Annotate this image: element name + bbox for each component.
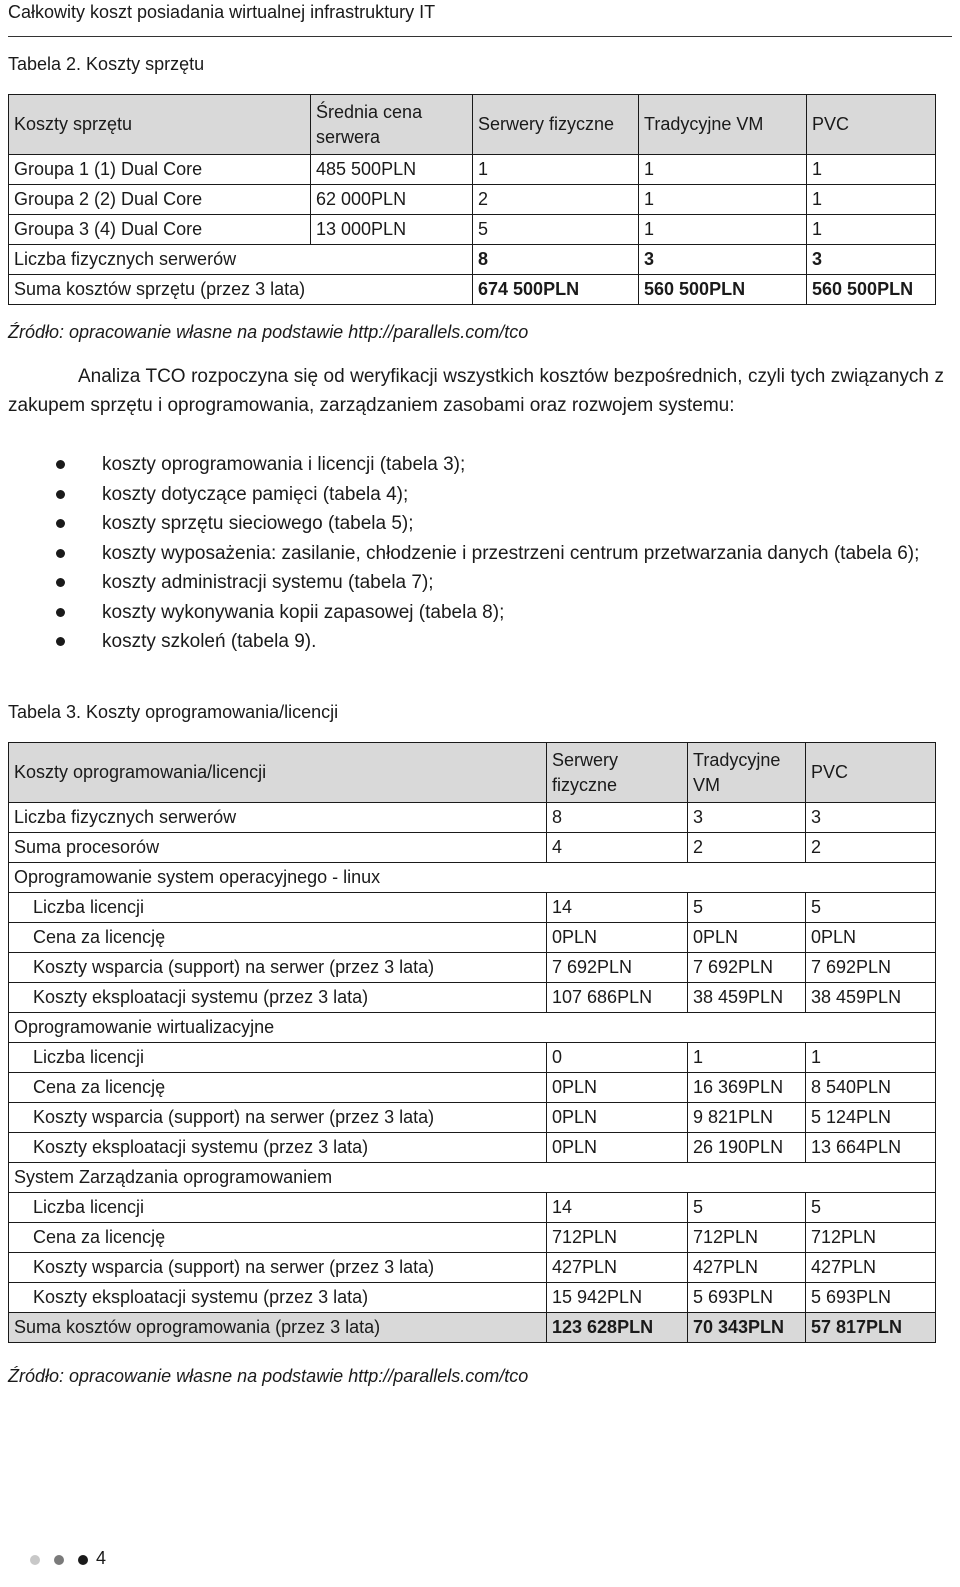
table-cell: 1 — [639, 215, 807, 245]
list-item — [8, 627, 944, 657]
header-cell: Średnia cena serwera — [311, 95, 473, 155]
section-row — [9, 863, 936, 893]
table-cell: 5 124PLN — [806, 1103, 936, 1133]
table-row — [9, 275, 936, 305]
page-header — [8, 0, 952, 37]
body-paragraph: Analiza TCO rozpoczyna się od weryfikacji wszystkich kosztów bezpośrednich, czyli tych związanych z zakupem sprzętu i oprogramowania, zarządzaniem zasobami oraz rozwojem systemu: — [8, 366, 944, 416]
table-cell: Liczba licencji — [9, 893, 547, 923]
table-cell: 7 692PLN — [806, 953, 936, 983]
list-item — [8, 539, 944, 569]
list-item-text: koszty oprogramowania i licencji (tabela 3); — [102, 454, 466, 475]
table-cell: 13 664PLN — [806, 1133, 936, 1163]
table-cell: Liczba licencji — [9, 1043, 547, 1073]
table-cell: 0PLN — [547, 1133, 688, 1163]
table-cell: 712PLN — [688, 1223, 806, 1253]
list-item — [8, 598, 944, 628]
table-cell: Koszty eksploatacji systemu (przez 3 lata) — [9, 1283, 547, 1313]
table-row — [9, 923, 936, 953]
bullet-icon — [56, 490, 65, 499]
table-cell: 107 686PLN — [547, 983, 688, 1013]
table-cell: 1 — [807, 185, 936, 215]
header-cell: Koszty oprogramowania/licencji — [9, 743, 547, 803]
table-row — [9, 155, 936, 185]
header-cell: PVC — [806, 743, 936, 803]
table-cell: 38 459PLN — [688, 983, 806, 1013]
table-cell: Groupa 3 (4) Dual Core — [9, 215, 311, 245]
table-cell: 485 500PLN — [311, 155, 473, 185]
bullet-icon — [56, 519, 65, 528]
table-cell: 5 693PLN — [806, 1283, 936, 1313]
table-header-row — [9, 95, 936, 155]
table-cell: 9 821PLN — [688, 1103, 806, 1133]
table-cell: 3 — [639, 245, 807, 275]
table-cell: 3 — [806, 803, 936, 833]
table-cell: 1 — [473, 155, 639, 185]
table-cell: 0PLN — [547, 1073, 688, 1103]
table2-source: Źródło: opracowanie własne na podstawie http://parallels.com/tco — [8, 322, 529, 342]
table-cell: Suma procesorów — [9, 833, 547, 863]
table-cell: Liczba fizycznych serwerów — [9, 803, 547, 833]
table-cell: 0PLN — [547, 1103, 688, 1133]
table-cell: 5 — [806, 893, 936, 923]
table-cell: 0 — [547, 1043, 688, 1073]
header-cell: Tradycyjne VM — [688, 743, 806, 803]
table-row — [9, 833, 936, 863]
footer-dot-icon — [78, 1555, 88, 1565]
table-row — [9, 1193, 936, 1223]
table-cell: 712PLN — [806, 1223, 936, 1253]
header-cell: Serwery fizyczne — [473, 95, 639, 155]
page-header-title: Całkowity koszt posiadania wirtualnej infrastruktury IT — [8, 2, 436, 22]
bullet-icon — [56, 608, 65, 617]
table-cell: 2 — [806, 833, 936, 863]
table-row — [9, 803, 936, 833]
table-cell: 1 — [806, 1043, 936, 1073]
table-row — [9, 983, 936, 1013]
table3-caption: Tabela 3. Koszty oprogramowania/licencji — [8, 702, 339, 722]
table-row — [9, 1043, 936, 1073]
table-header-row — [9, 743, 936, 803]
table-cell: 427PLN — [547, 1253, 688, 1283]
table-cell: Cena za licencję — [9, 1223, 547, 1253]
table-cell: 5 — [473, 215, 639, 245]
table-cell: 712PLN — [547, 1223, 688, 1253]
table-cell: Cena za licencję — [9, 1073, 547, 1103]
table-cell: 4 — [547, 833, 688, 863]
table-cell: 15 942PLN — [547, 1283, 688, 1313]
list-item-text: koszty dotyczące pamięci (tabela 4); — [102, 483, 409, 505]
table-cell: Cena za licencję — [9, 923, 547, 953]
table-cell: 26 190PLN — [688, 1133, 806, 1163]
table-cell: Liczba fizycznych serwerów — [9, 245, 473, 275]
table-row — [9, 1253, 936, 1283]
section-title: System Zarządzania oprogramowaniem — [9, 1163, 936, 1193]
table-cell: 2 — [473, 185, 639, 215]
table-row — [9, 953, 936, 983]
table-cell: 13 000PLN — [311, 215, 473, 245]
table-cell: 8 — [547, 803, 688, 833]
table-cell: 62 000PLN — [311, 185, 473, 215]
table-row — [9, 893, 936, 923]
table-row — [9, 215, 936, 245]
table-row — [9, 1073, 936, 1103]
hardware-costs-table — [8, 94, 936, 305]
table-cell: 7 692PLN — [688, 953, 806, 983]
footer-dot-icon — [54, 1555, 64, 1565]
table-cell: 674 500PLN — [473, 275, 639, 305]
body-paragraph-block — [8, 362, 944, 420]
table-cell: 1 — [807, 155, 936, 185]
bullet-icon — [56, 578, 65, 587]
table-cell: 0PLN — [806, 923, 936, 953]
table-cell: 427PLN — [688, 1253, 806, 1283]
table-cell: 14 — [547, 893, 688, 923]
table-cell: 14 — [547, 1193, 688, 1223]
list-item-text: koszty sprzętu sieciowego (tabela 5); — [102, 513, 414, 534]
section-title: Oprogramowanie system operacyjnego - linux — [9, 863, 936, 893]
table-cell: Suma kosztów sprzętu (przez 3 lata) — [9, 275, 473, 305]
header-cell: Koszty sprzętu — [9, 95, 311, 155]
table-row — [9, 1133, 936, 1163]
list-item — [8, 568, 944, 598]
table-cell: Koszty eksploatacji systemu (przez 3 lata) — [9, 983, 547, 1013]
table-row — [9, 1283, 936, 1313]
table-cell: 70 343PLN — [688, 1313, 806, 1343]
table-cell: 8 540PLN — [806, 1073, 936, 1103]
table-cell: 7 692PLN — [547, 953, 688, 983]
table-cell: 38 459PLN — [806, 983, 936, 1013]
table-cell: Groupa 1 (1) Dual Core — [9, 155, 311, 185]
table-cell: 1 — [639, 155, 807, 185]
list-item — [8, 509, 944, 539]
bullet-icon — [56, 637, 65, 646]
bullet-icon — [56, 460, 65, 469]
table3-source: Źródło: opracowanie własne na podstawie http://parallels.com/tco — [8, 1366, 529, 1386]
table-row — [9, 185, 936, 215]
table-cell: Koszty eksploatacji systemu (przez 3 lata) — [9, 1133, 547, 1163]
list-item-text: koszty szkoleń (tabela 9). — [102, 631, 317, 652]
table-cell: 0PLN — [688, 923, 806, 953]
table-cell: 1 — [688, 1043, 806, 1073]
table-cell: 3 — [807, 245, 936, 275]
header-cell: PVC — [807, 95, 936, 155]
table-cell: 5 — [688, 1193, 806, 1223]
table-cell: 427PLN — [806, 1253, 936, 1283]
table-cell: 1 — [807, 215, 936, 245]
section-title: Oprogramowanie wirtualizacyjne — [9, 1013, 936, 1043]
table-cell: 5 — [806, 1193, 936, 1223]
table2-caption: Tabela 2. Koszty sprzętu — [8, 54, 205, 74]
table-cell: Koszty wsparcia (support) na serwer (przez 3 lata) — [9, 953, 547, 983]
list-item-text: koszty administracji systemu (tabela 7); — [102, 572, 434, 593]
section-row — [9, 1013, 936, 1043]
table-cell: Liczba licencji — [9, 1193, 547, 1223]
section-row — [9, 1163, 936, 1193]
table-cell: 5 693PLN — [688, 1283, 806, 1313]
header-cell: Serwery fizyczne — [547, 743, 688, 803]
bullet-list — [8, 450, 944, 657]
table-cell: 57 817PLN — [806, 1313, 936, 1343]
table-cell: 16 369PLN — [688, 1073, 806, 1103]
list-item-text: koszty wykonywania kopii zapasowej (tabela 8); — [102, 601, 505, 623]
software-costs-table — [8, 742, 936, 1343]
table-cell: 8 — [473, 245, 639, 275]
list-item — [8, 480, 944, 510]
table-cell: 0PLN — [547, 923, 688, 953]
table-row — [9, 1103, 936, 1133]
table-cell: Koszty wsparcia (support) na serwer (przez 3 lata) — [9, 1253, 547, 1283]
table-cell: 2 — [688, 833, 806, 863]
table-sum-row — [9, 1313, 936, 1343]
table-row — [9, 1223, 936, 1253]
table-cell: 560 500PLN — [807, 275, 936, 305]
list-item — [8, 450, 944, 480]
table-cell: 5 — [688, 893, 806, 923]
table-cell: 3 — [688, 803, 806, 833]
page-number: 4 — [96, 1548, 107, 1568]
header-cell: Tradycyjne VM — [639, 95, 807, 155]
table-cell: 560 500PLN — [639, 275, 807, 305]
table-cell: Groupa 2 (2) Dual Core — [9, 185, 311, 215]
bullet-icon — [56, 549, 65, 558]
table-cell: Suma kosztów oprogramowania (przez 3 lata) — [9, 1313, 547, 1343]
table-row — [9, 245, 936, 275]
footer-dot-icon — [30, 1555, 40, 1565]
table-cell: 123 628PLN — [547, 1313, 688, 1343]
list-item-text: koszty wyposażenia: zasilanie, chłodzenie i przestrzeni centrum przetwarzania danych (tabela 6); — [102, 542, 920, 564]
table-cell: 1 — [639, 185, 807, 215]
table-cell: Koszty wsparcia (support) na serwer (przez 3 lata) — [9, 1103, 547, 1133]
